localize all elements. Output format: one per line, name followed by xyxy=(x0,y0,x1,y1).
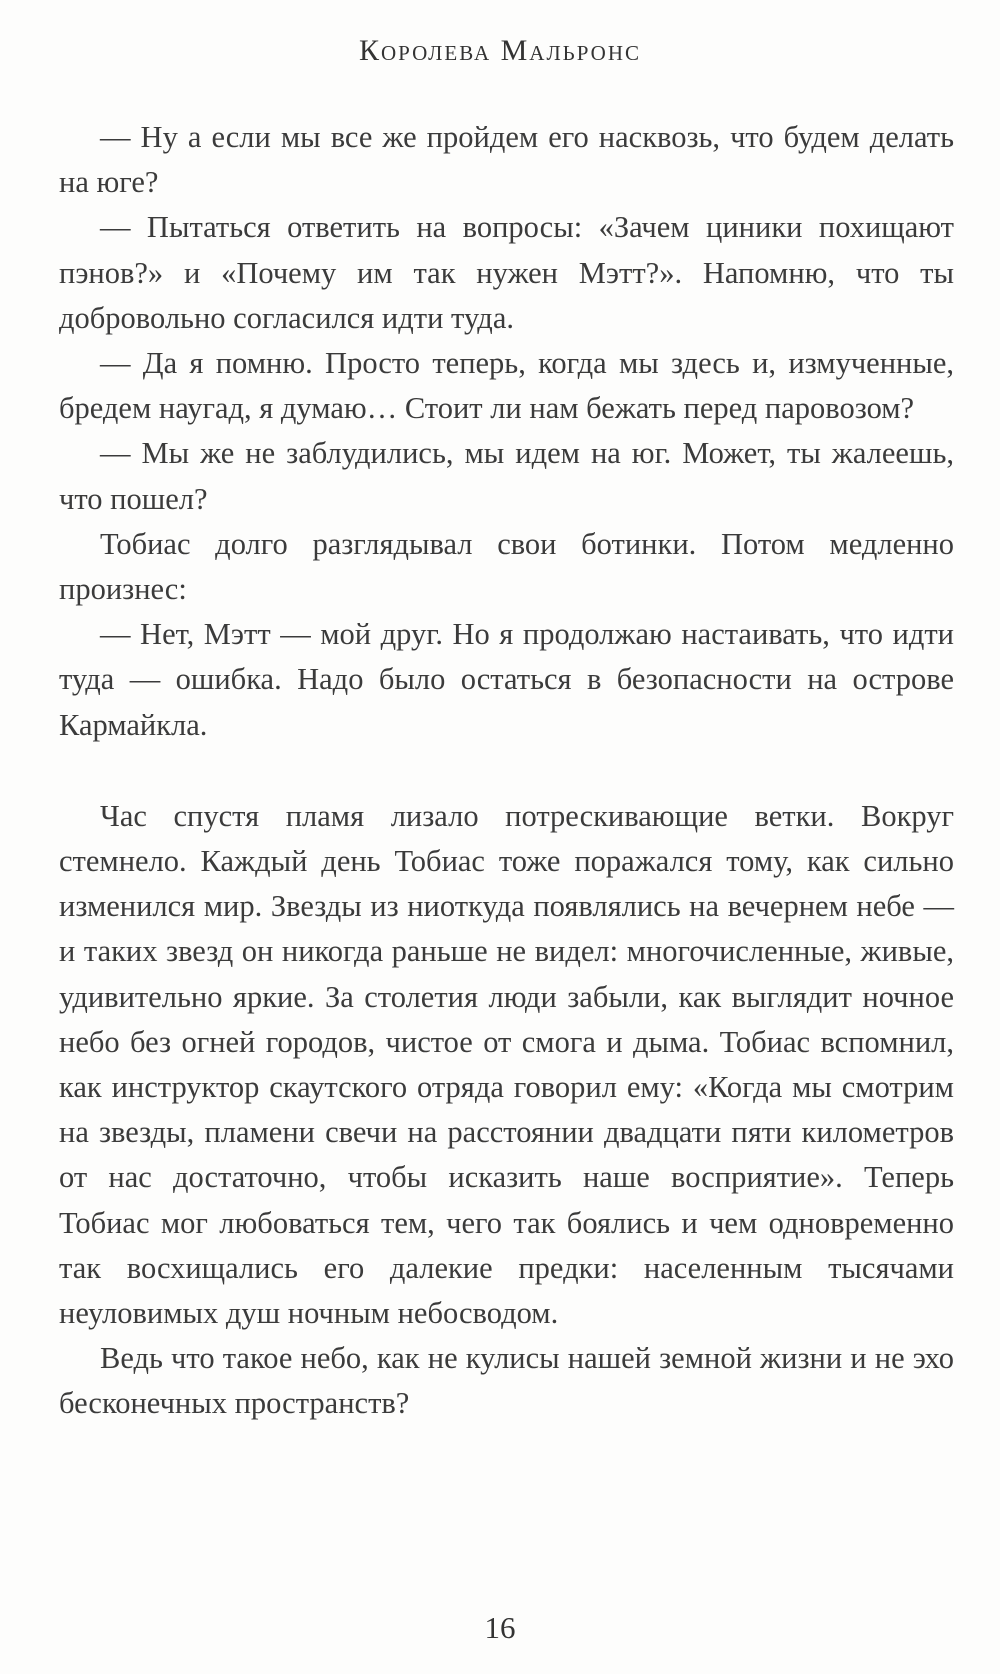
paragraph: — Нет, Мэтт — мой друг. Но я продолжаю настаивать, что идти туда — ошибка. Надо было остаться в безопасности на острове Кармайкла. xyxy=(59,617,954,742)
paragraph: Ведь что такое небо, как не кулисы нашей земной жизни и не эхо бесконечных пространств? xyxy=(59,1341,954,1421)
paragraph: — Ну а если мы все же пройдем его насквозь, что будем делать на юге? xyxy=(59,120,954,200)
page-number: 16 xyxy=(484,1610,516,1645)
paragraph: — Мы же не заблудились, мы идем на юг. Может, ты жалеешь, что пошел? xyxy=(59,436,954,516)
running-head: Королева Мальронс xyxy=(358,34,642,67)
paragraph: — Пытаться ответить на вопросы: «Зачем циники похищают пэнов?» и «Почему им так нужен Мэтт?». Напомню, что ты добровольно согласился идти туда. xyxy=(59,210,954,335)
paragraph: Тобиас долго разглядывал свои ботинки. Потом медленно произнес: xyxy=(59,526,954,607)
body-text xyxy=(59,115,954,1427)
section-break xyxy=(59,748,954,794)
paragraph: — Да я помню. Просто теперь, когда мы здесь и, измученные, бредем наугад, я думаю… Стоит ли нам бежать перед паровозом? xyxy=(59,346,954,426)
paragraph: Час спустя пламя лизало потрескивающие ветки. Вокруг стемнело. Каждый день Тобиас тоже поражался тому, как сильно изменился мир. Звезды из ниоткуда появлялись на вечернем небе — и таких звезд он никогда раньше не видел: многочисленные, живые, удивительно яркие. За столетия люди забыли, как выглядит ночное небо без огней городов, чистое от смога и дыма. Тобиас вспомнил, как инструктор скаутского отряда говорил ему: «Когда мы смотрим на звезды, пламени свечи на расстоянии двадцати пяти километров от нас достаточно, чтобы исказить наше восприятие». Теперь Тобиас мог любоваться тем, чего так боялись и чем одновременно так восхищались его далекие предки: населенным тысячами неуловимых душ ночным небосводом. xyxy=(59,798,954,1331)
